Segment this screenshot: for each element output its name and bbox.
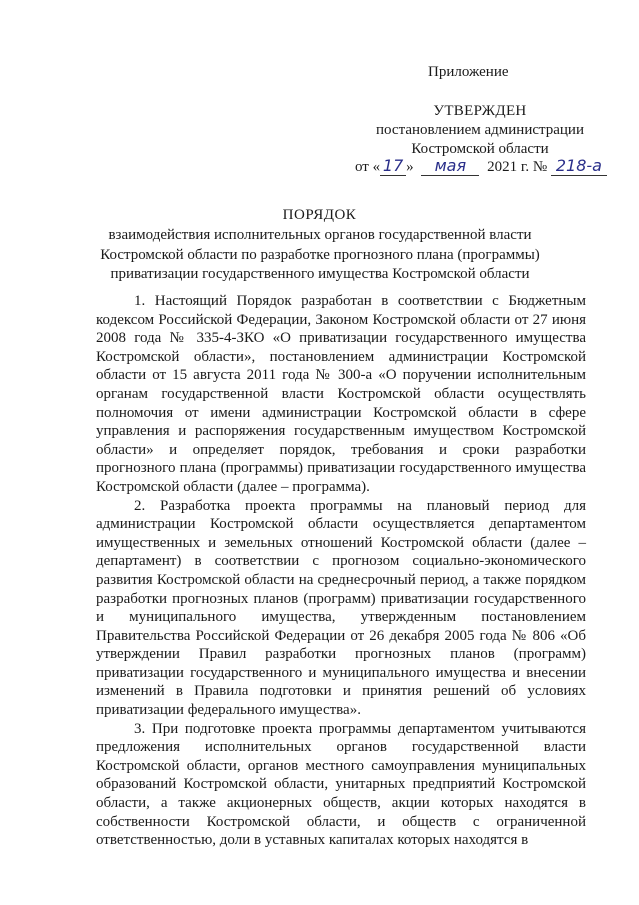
approved-heading: УТВЕРЖДЕН: [433, 103, 527, 119]
paragraph-3: 3. При подготовке проекта программы департаментом учитываются предложения исполнительных органов государственной власти Костромской области, органов местного самоуправления муниципальных образований Костромской области, унитарных предприятий Костромской области, а также акционерных обществ, акции которых находятся в собственности Костромской области, и обществ с ограниченной ответственностью, доли в уставных капиталах которых находятся в: [96, 720, 586, 849]
appendix-label: Приложение: [428, 64, 509, 80]
handwritten-month: мая: [421, 156, 479, 176]
handwritten-day: 17: [380, 156, 406, 176]
date-year: 2021 г. №: [487, 159, 548, 175]
approved-by-line-1: постановлением администрации: [376, 122, 584, 138]
approval-block: [352, 102, 608, 159]
date-prefix: от «: [355, 159, 381, 175]
document-body: [96, 292, 586, 850]
paragraph-2: 2. Разработка проекта программы на плановый период для администрации Костромской области осуществляется департаментом имущественных и земельных отношений Костромской области (далее – департамент) в соответствии с прогнозом социально-экономического развития Костромской области на среднесрочный период, а также порядком разработки прогнозных планов (программ) приватизации государственного и муниципального имущества, утвержденным постановлением Правительства Российской Федерации от 26 декабря 2005 года № 806 «Об утверждении Правил разработки прогнозных планов (программ) приватизации государственного и муниципального имущества и внесении изменений в Правила подготовки и принятия решений об условиях приватизации федерального имущества».: [96, 497, 586, 719]
handwritten-decree-number: 218-а: [551, 156, 607, 176]
approved-by-line-2: Костромской области: [411, 141, 549, 157]
date-close-quote: »: [406, 159, 414, 175]
approval-date-line: [355, 156, 607, 176]
document-title: ПОРЯДОК: [282, 207, 357, 223]
paragraph-1: 1. Настоящий Порядок разработан в соответствии с Бюджетным кодексом Российской Федерации, Законом Костромской области от 27 июня 2008 года № 335-4-ЗКО «О приватизации государственного имущества Костромской области», постановлением администрации Костромской области от 15 августа 2011 года № 300-а «О поручении исполнительным органам государственной власти Костромской области осуществлять полномочия от имени администрации Костромской области в сфере управления и распоряжения государственным имуществом Костромской области» и определяет порядок, требования и сроки разработки прогнозного плана (программы) приватизации государственного имущества Костромской области (далее – программа).: [96, 293, 586, 495]
document-subtitle: взаимодействия исполнительных органов государственной власти Костромской области по разработке прогнозного плана (программы) приватизации государственного имущества Костромской области: [100, 227, 540, 282]
